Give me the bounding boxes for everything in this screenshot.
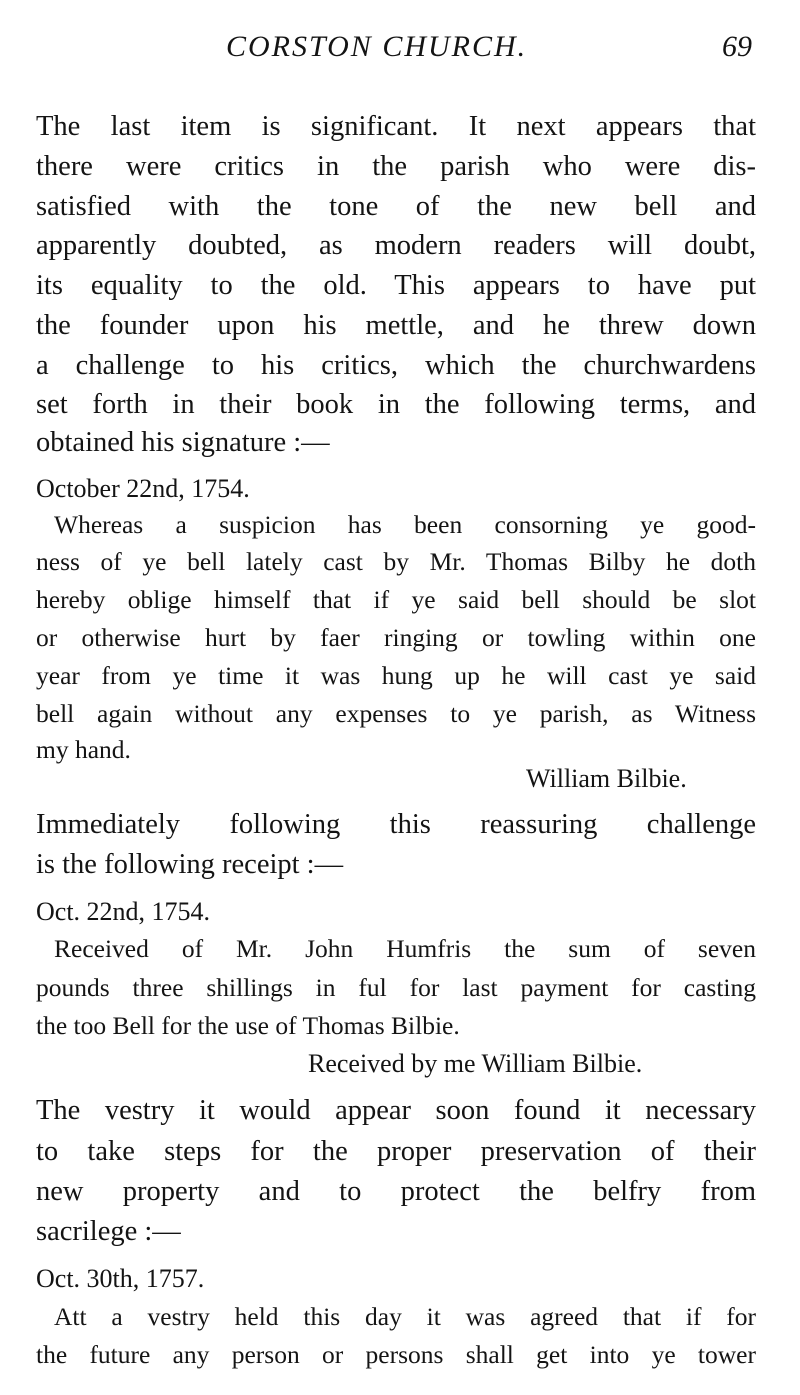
record-line: year from ye time it was hung up he will cast ye said [36,661,756,690]
paragraph-line: The last item is significant. It next appears that [36,111,756,142]
record-date: Oct. 22nd, 1754. [36,897,211,926]
record-line: Att a vestry held this day it was agreed that if for [54,1302,756,1331]
paragraph-line: sacrilege :— [36,1216,181,1247]
record-line: my hand. [36,735,131,764]
paragraph-line: new property and to protect the belfry from [36,1176,756,1207]
page-header [0,30,800,70]
paragraph-line: set forth in their book in the following terms, and [36,389,756,420]
paragraph-line: is the following receipt :— [36,849,344,880]
record-line: the future any person or persons shall get into ye tower [36,1340,756,1369]
record-line: bell again without any expenses to ye parish, as Witness [36,699,756,728]
signature: Received by me William Bilbie. [308,1049,643,1078]
paragraph-line: its equality to the old. This appears to have put [36,270,756,301]
page-number: 69 [722,30,752,63]
running-head: CORSTON CHURCH. [226,30,528,63]
paragraph-line: there were critics in the parish who were dis- [36,151,756,182]
paragraph-line: the founder upon his mettle, and he threw down [36,310,756,341]
paragraph-line: satisfied with the tone of the new bell and [36,191,756,222]
record-line: ness of ye bell lately cast by Mr. Thomas Bilby he doth [36,547,756,576]
paragraph-line: apparently doubted, as modern readers will doubt, [36,230,756,261]
paragraph-line: Immediately following this reassuring challenge [36,809,756,840]
paragraph-line: The vestry it would appear soon found it necessary [36,1095,756,1126]
record-line: or otherwise hurt by faer ringing or towling within one [36,623,756,652]
paragraph-line: to take steps for the proper preservation of their [36,1136,756,1167]
record-line: Whereas a suspicion has been consorning ye good- [54,510,756,539]
record-line: pounds three shillings in ful for last payment for casting [36,973,756,1002]
record-date: October 22nd, 1754. [36,474,250,503]
record-line: the too Bell for the use of Thomas Bilbie. [36,1011,460,1040]
record-date: Oct. 30th, 1757. [36,1264,205,1293]
paragraph-line: obtained his signature :— [36,427,330,458]
record-line: hereby oblige himself that if ye said bell should be slot [36,585,756,614]
signature: William Bilbie. [526,764,687,793]
paragraph-line: a challenge to his critics, which the churchwardens [36,350,756,381]
record-line: Received of Mr. John Humfris the sum of seven [54,934,756,963]
